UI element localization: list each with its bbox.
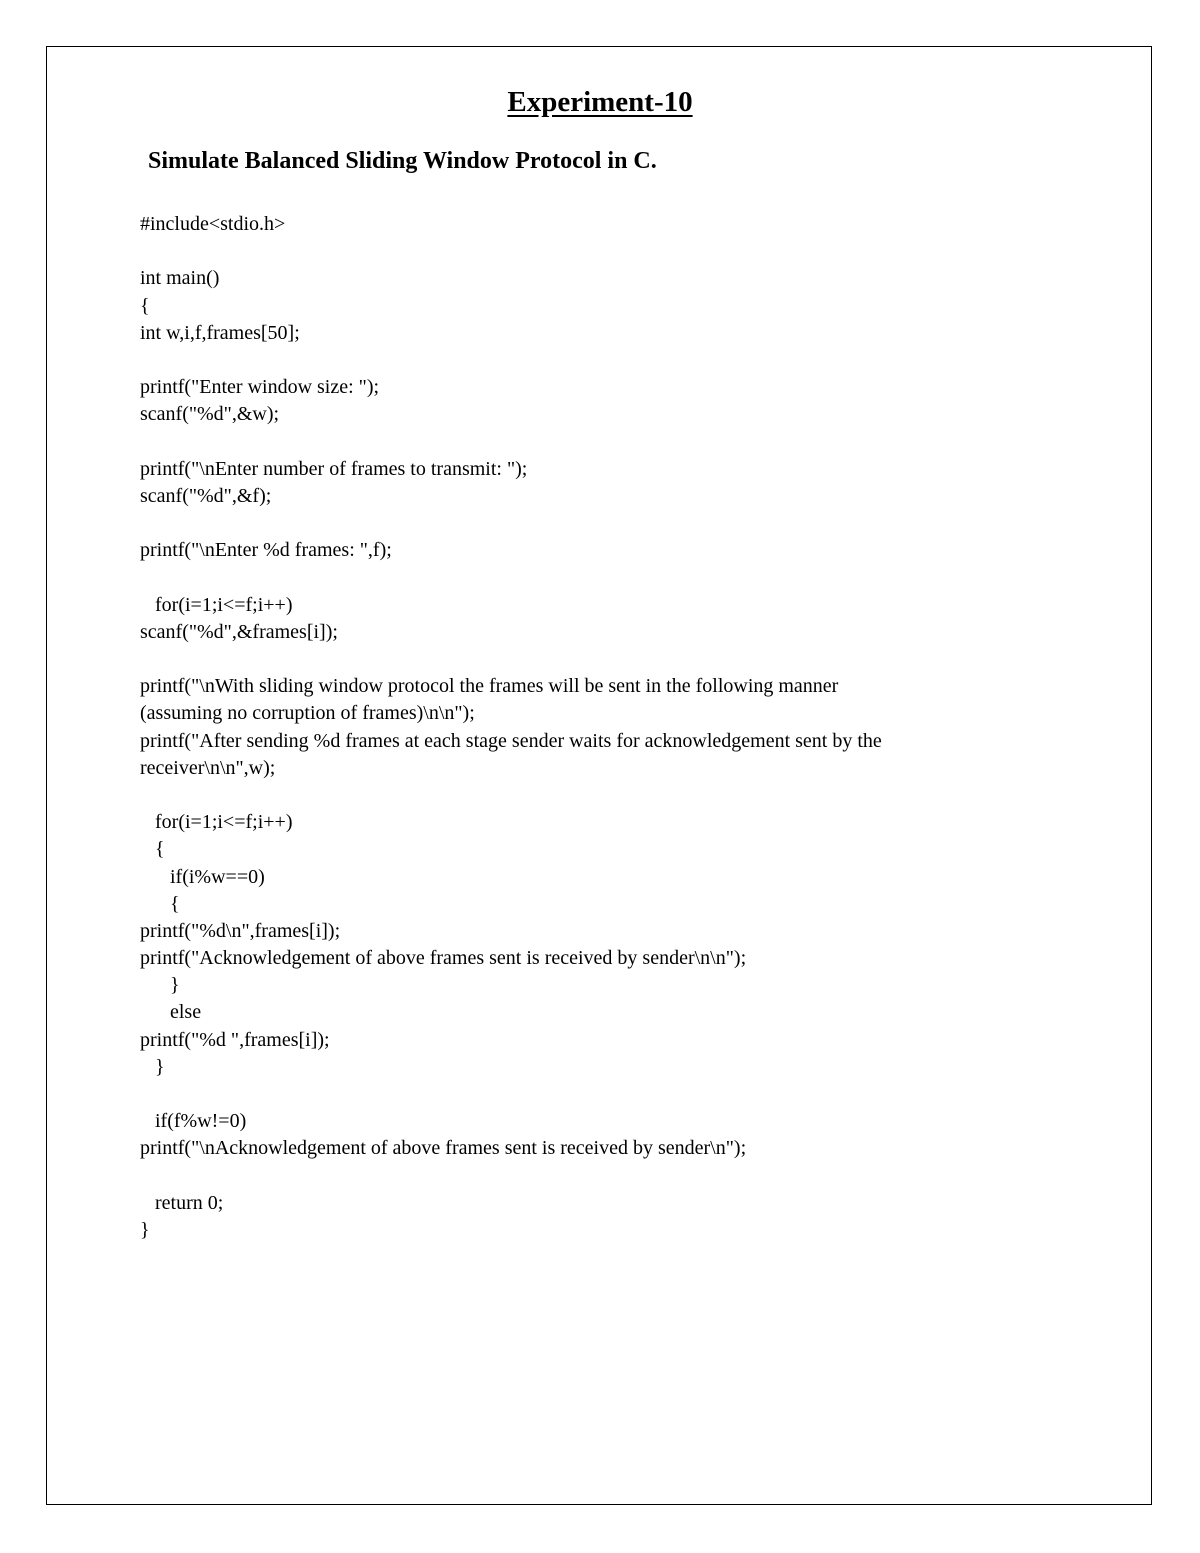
page-subtitle: Simulate Balanced Sliding Window Protocol in C. — [148, 148, 657, 174]
code-line: else — [140, 1001, 202, 1024]
code-line — [140, 510, 1040, 537]
code-line: printf("%d\n",frames[i]); — [140, 919, 341, 942]
code-line: for(i=1;i<=f;i++) — [140, 811, 293, 834]
code-line: if(i%w==0) — [140, 865, 265, 888]
code-line: scanf("%d",&frames[i]); — [140, 620, 338, 643]
code-line: for(i=1;i<=f;i++) — [140, 593, 293, 616]
code-listing — [140, 211, 1040, 1244]
code-line: int w,i,f,frames[50]; — [140, 321, 300, 344]
code-line: printf("Enter window size: "); — [140, 376, 380, 399]
code-line: printf("\nWith sliding window protocol the frames will be sent in the following manner — [140, 675, 839, 698]
code-line: receiver\n\n",w); — [140, 756, 276, 779]
code-line: (assuming no corruption of frames)\n\n"); — [140, 702, 475, 725]
code-line: { — [140, 294, 150, 317]
code-line: printf("Acknowledgement of above frames sent is received by sender\n\n"); — [140, 947, 747, 970]
code-line: if(f%w!=0) — [140, 1110, 247, 1133]
code-line — [140, 238, 1040, 265]
code-line: printf("After sending %d frames at each stage sender waits for acknowledgement sent by the — [140, 729, 882, 752]
code-line: { — [140, 892, 180, 915]
code-line — [140, 564, 1040, 591]
code-line: } — [140, 974, 180, 997]
code-line: { — [140, 838, 165, 861]
code-line: return 0; — [140, 1191, 224, 1214]
code-line: } — [140, 1055, 165, 1078]
code-line — [140, 429, 1040, 456]
code-line: #include<stdio.h> — [140, 213, 286, 235]
code-line: scanf("%d",&f); — [140, 484, 272, 507]
code-line — [140, 646, 1040, 673]
code-line — [140, 782, 1040, 809]
code-line — [140, 1163, 1040, 1190]
code-line: } — [140, 1218, 150, 1241]
code-line: scanf("%d",&w); — [140, 403, 280, 426]
code-line: printf("\nEnter number of frames to transmit: "); — [140, 457, 528, 480]
code-line: printf("\nEnter %d frames: ",f); — [140, 539, 392, 562]
page-title: Experiment-10 — [507, 86, 693, 118]
code-line: int main() — [140, 267, 220, 290]
code-line: printf("\nAcknowledgement of above frames sent is received by sender\n"); — [140, 1137, 747, 1160]
code-line — [140, 347, 1040, 374]
code-line: printf("%d ",frames[i]); — [140, 1028, 330, 1051]
code-line — [140, 1081, 1040, 1108]
